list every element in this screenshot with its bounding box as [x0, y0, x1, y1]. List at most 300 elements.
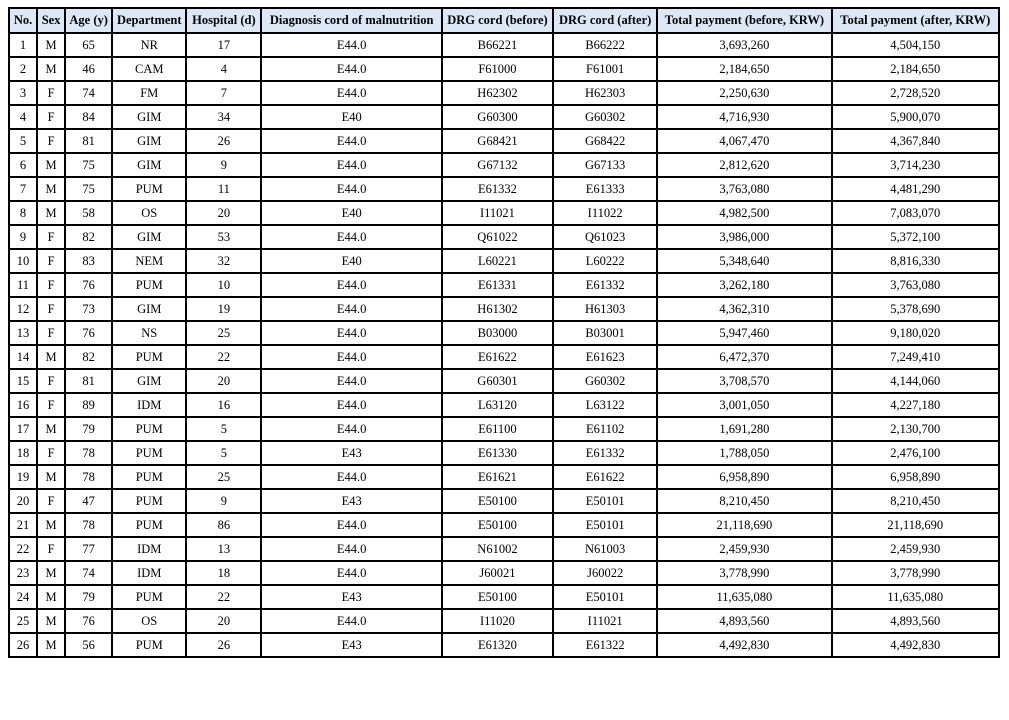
cell-department: PUM: [112, 489, 186, 513]
cell-department: NR: [112, 33, 186, 57]
cell-payment-after: 4,504,150: [832, 33, 999, 57]
column-header-hospital-days: Hospital (d): [186, 8, 261, 33]
cell-drg-before: E61621: [442, 465, 553, 489]
table-row: [9, 249, 999, 273]
cell-drg-before: E61622: [442, 345, 553, 369]
cell-payment-after: 2,130,700: [832, 417, 999, 441]
cell-diagnosis-code: E43: [261, 489, 441, 513]
cell-age: 46: [65, 57, 112, 81]
cell-drg-before: E61100: [442, 417, 553, 441]
cell-sex: F: [37, 489, 65, 513]
cell-sex: F: [37, 273, 65, 297]
table-header: [9, 8, 999, 33]
malnutrition-drg-table-container: [8, 7, 1000, 658]
cell-sex: M: [37, 345, 65, 369]
cell-hospital-days: 22: [186, 345, 261, 369]
cell-age: 65: [65, 33, 112, 57]
cell-payment-after: 2,728,520: [832, 81, 999, 105]
column-header-drg-before: DRG cord (before): [442, 8, 553, 33]
cell-payment-before: 5,348,640: [657, 249, 831, 273]
cell-drg-before: E50100: [442, 585, 553, 609]
cell-payment-after: 21,118,690: [832, 513, 999, 537]
cell-hospital-days: 18: [186, 561, 261, 585]
table-row: [9, 417, 999, 441]
cell-payment-after: 2,476,100: [832, 441, 999, 465]
cell-payment-before: 6,472,370: [657, 345, 831, 369]
table-row: [9, 609, 999, 633]
cell-no: 12: [9, 297, 37, 321]
cell-age: 75: [65, 153, 112, 177]
cell-no: 26: [9, 633, 37, 657]
cell-age: 74: [65, 561, 112, 585]
cell-payment-before: 3,693,260: [657, 33, 831, 57]
cell-sex: M: [37, 201, 65, 225]
cell-diagnosis-code: E44.0: [261, 225, 441, 249]
cell-department: IDM: [112, 537, 186, 561]
cell-hospital-days: 7: [186, 81, 261, 105]
cell-payment-after: 4,492,830: [832, 633, 999, 657]
cell-payment-after: 5,378,690: [832, 297, 999, 321]
cell-hospital-days: 10: [186, 273, 261, 297]
cell-drg-before: I11020: [442, 609, 553, 633]
column-header-drg-after: DRG cord (after): [553, 8, 657, 33]
cell-payment-before: 1,788,050: [657, 441, 831, 465]
table-row: [9, 513, 999, 537]
cell-diagnosis-code: E44.0: [261, 609, 441, 633]
cell-payment-after: 3,778,990: [832, 561, 999, 585]
cell-diagnosis-code: E40: [261, 201, 441, 225]
cell-drg-after: E61332: [553, 441, 657, 465]
cell-hospital-days: 13: [186, 537, 261, 561]
cell-diagnosis-code: E44.0: [261, 465, 441, 489]
cell-drg-after: L63122: [553, 393, 657, 417]
cell-no: 14: [9, 345, 37, 369]
cell-drg-before: I11021: [442, 201, 553, 225]
cell-sex: M: [37, 465, 65, 489]
cell-diagnosis-code: E44.0: [261, 129, 441, 153]
column-header-diagnosis-code: Diagnosis cord of malnutrition: [261, 8, 441, 33]
cell-hospital-days: 19: [186, 297, 261, 321]
cell-drg-before: L60221: [442, 249, 553, 273]
table-row: [9, 633, 999, 657]
cell-drg-before: E61331: [442, 273, 553, 297]
table-row: [9, 129, 999, 153]
cell-department: PUM: [112, 465, 186, 489]
cell-payment-after: 7,249,410: [832, 345, 999, 369]
cell-drg-after: G60302: [553, 369, 657, 393]
cell-drg-after: E50101: [553, 489, 657, 513]
cell-drg-before: G67132: [442, 153, 553, 177]
cell-sex: F: [37, 297, 65, 321]
cell-no: 3: [9, 81, 37, 105]
table-row: [9, 33, 999, 57]
cell-drg-after: F61001: [553, 57, 657, 81]
cell-age: 76: [65, 273, 112, 297]
cell-diagnosis-code: E44.0: [261, 369, 441, 393]
cell-no: 1: [9, 33, 37, 57]
cell-no: 22: [9, 537, 37, 561]
cell-drg-after: Q61023: [553, 225, 657, 249]
cell-age: 82: [65, 225, 112, 249]
cell-payment-before: 3,001,050: [657, 393, 831, 417]
table-row: [9, 465, 999, 489]
cell-hospital-days: 26: [186, 633, 261, 657]
column-header-payment-before: Total payment (before, KRW): [657, 8, 831, 33]
cell-age: 89: [65, 393, 112, 417]
cell-sex: M: [37, 57, 65, 81]
column-header-no: No.: [9, 8, 37, 33]
cell-payment-before: 8,210,450: [657, 489, 831, 513]
cell-age: 83: [65, 249, 112, 273]
cell-sex: F: [37, 369, 65, 393]
cell-no: 21: [9, 513, 37, 537]
table-row: [9, 201, 999, 225]
cell-drg-before: G60300: [442, 105, 553, 129]
cell-department: PUM: [112, 585, 186, 609]
cell-diagnosis-code: E43: [261, 633, 441, 657]
cell-drg-after: H62303: [553, 81, 657, 105]
table-row: [9, 297, 999, 321]
cell-sex: F: [37, 537, 65, 561]
cell-payment-after: 4,893,560: [832, 609, 999, 633]
cell-sex: F: [37, 393, 65, 417]
cell-diagnosis-code: E43: [261, 441, 441, 465]
cell-payment-before: 4,492,830: [657, 633, 831, 657]
cell-payment-before: 4,893,560: [657, 609, 831, 633]
cell-payment-after: 9,180,020: [832, 321, 999, 345]
table-row: [9, 369, 999, 393]
cell-drg-after: E61332: [553, 273, 657, 297]
cell-department: CAM: [112, 57, 186, 81]
cell-sex: M: [37, 585, 65, 609]
cell-payment-before: 5,947,460: [657, 321, 831, 345]
cell-drg-before: F61000: [442, 57, 553, 81]
cell-payment-before: 3,986,000: [657, 225, 831, 249]
cell-sex: M: [37, 609, 65, 633]
cell-drg-after: B66222: [553, 33, 657, 57]
cell-payment-after: 11,635,080: [832, 585, 999, 609]
table-row: [9, 57, 999, 81]
cell-age: 81: [65, 129, 112, 153]
cell-age: 78: [65, 441, 112, 465]
cell-drg-before: E50100: [442, 513, 553, 537]
cell-department: PUM: [112, 633, 186, 657]
column-header-department: Department: [112, 8, 186, 33]
cell-diagnosis-code: E44.0: [261, 273, 441, 297]
cell-hospital-days: 25: [186, 465, 261, 489]
table-row: [9, 273, 999, 297]
cell-department: IDM: [112, 393, 186, 417]
cell-sex: F: [37, 321, 65, 345]
cell-payment-after: 8,210,450: [832, 489, 999, 513]
table-row: [9, 177, 999, 201]
cell-drg-after: I11021: [553, 609, 657, 633]
cell-hospital-days: 86: [186, 513, 261, 537]
cell-hospital-days: 34: [186, 105, 261, 129]
cell-diagnosis-code: E44.0: [261, 513, 441, 537]
cell-age: 81: [65, 369, 112, 393]
cell-drg-before: Q61022: [442, 225, 553, 249]
cell-department: OS: [112, 609, 186, 633]
cell-drg-after: B03001: [553, 321, 657, 345]
cell-drg-after: E50101: [553, 585, 657, 609]
column-header-payment-after: Total payment (after, KRW): [832, 8, 999, 33]
cell-payment-before: 3,262,180: [657, 273, 831, 297]
cell-age: 84: [65, 105, 112, 129]
cell-payment-before: 2,250,630: [657, 81, 831, 105]
cell-drg-after: E61102: [553, 417, 657, 441]
cell-drg-after: E61622: [553, 465, 657, 489]
cell-payment-before: 2,812,620: [657, 153, 831, 177]
cell-no: 24: [9, 585, 37, 609]
cell-payment-after: 5,372,100: [832, 225, 999, 249]
table-row: [9, 345, 999, 369]
cell-sex: F: [37, 81, 65, 105]
cell-drg-before: E61330: [442, 441, 553, 465]
cell-hospital-days: 9: [186, 153, 261, 177]
cell-hospital-days: 9: [186, 489, 261, 513]
cell-drg-after: E61333: [553, 177, 657, 201]
cell-department: FM: [112, 81, 186, 105]
cell-payment-after: 3,763,080: [832, 273, 999, 297]
table-row: [9, 537, 999, 561]
cell-sex: M: [37, 513, 65, 537]
cell-diagnosis-code: E44.0: [261, 177, 441, 201]
cell-hospital-days: 53: [186, 225, 261, 249]
cell-no: 23: [9, 561, 37, 585]
column-header-sex: Sex: [37, 8, 65, 33]
cell-no: 4: [9, 105, 37, 129]
cell-no: 7: [9, 177, 37, 201]
cell-payment-after: 4,481,290: [832, 177, 999, 201]
table-body: [9, 33, 999, 657]
cell-no: 15: [9, 369, 37, 393]
cell-drg-before: H62302: [442, 81, 553, 105]
cell-drg-before: H61302: [442, 297, 553, 321]
cell-payment-before: 1,691,280: [657, 417, 831, 441]
table-row: [9, 489, 999, 513]
cell-payment-after: 5,900,070: [832, 105, 999, 129]
cell-payment-before: 4,362,310: [657, 297, 831, 321]
cell-sex: F: [37, 105, 65, 129]
cell-drg-after: E50101: [553, 513, 657, 537]
cell-diagnosis-code: E44.0: [261, 393, 441, 417]
column-header-age: Age (y): [65, 8, 112, 33]
cell-no: 5: [9, 129, 37, 153]
cell-hospital-days: 5: [186, 441, 261, 465]
cell-no: 25: [9, 609, 37, 633]
table-row: [9, 321, 999, 345]
cell-department: NEM: [112, 249, 186, 273]
cell-payment-after: 4,227,180: [832, 393, 999, 417]
cell-no: 8: [9, 201, 37, 225]
cell-diagnosis-code: E44.0: [261, 57, 441, 81]
cell-hospital-days: 22: [186, 585, 261, 609]
cell-no: 17: [9, 417, 37, 441]
malnutrition-drg-table: [8, 7, 1000, 658]
cell-department: GIM: [112, 225, 186, 249]
table-row: [9, 153, 999, 177]
cell-diagnosis-code: E44.0: [261, 153, 441, 177]
cell-department: PUM: [112, 441, 186, 465]
table-row: [9, 225, 999, 249]
cell-payment-after: 3,714,230: [832, 153, 999, 177]
cell-sex: M: [37, 417, 65, 441]
cell-payment-before: 21,118,690: [657, 513, 831, 537]
cell-payment-before: 4,982,500: [657, 201, 831, 225]
cell-age: 74: [65, 81, 112, 105]
table-row: [9, 561, 999, 585]
cell-age: 58: [65, 201, 112, 225]
cell-payment-after: 8,816,330: [832, 249, 999, 273]
cell-drg-before: G68421: [442, 129, 553, 153]
cell-payment-before: 3,708,570: [657, 369, 831, 393]
cell-hospital-days: 5: [186, 417, 261, 441]
cell-department: GIM: [112, 129, 186, 153]
cell-age: 47: [65, 489, 112, 513]
cell-age: 77: [65, 537, 112, 561]
cell-drg-after: G60302: [553, 105, 657, 129]
cell-age: 82: [65, 345, 112, 369]
cell-department: PUM: [112, 177, 186, 201]
cell-drg-after: G68422: [553, 129, 657, 153]
cell-department: GIM: [112, 369, 186, 393]
cell-drg-before: E61320: [442, 633, 553, 657]
cell-payment-after: 2,184,650: [832, 57, 999, 81]
cell-payment-after: 7,083,070: [832, 201, 999, 225]
cell-drg-after: E61623: [553, 345, 657, 369]
cell-diagnosis-code: E44.0: [261, 33, 441, 57]
cell-diagnosis-code: E44.0: [261, 297, 441, 321]
cell-age: 73: [65, 297, 112, 321]
cell-diagnosis-code: E43: [261, 585, 441, 609]
cell-age: 75: [65, 177, 112, 201]
cell-payment-before: 3,763,080: [657, 177, 831, 201]
table-row: [9, 393, 999, 417]
cell-hospital-days: 17: [186, 33, 261, 57]
cell-payment-before: 4,067,470: [657, 129, 831, 153]
cell-sex: F: [37, 249, 65, 273]
cell-diagnosis-code: E40: [261, 105, 441, 129]
cell-department: GIM: [112, 153, 186, 177]
cell-payment-before: 4,716,930: [657, 105, 831, 129]
cell-drg-before: B03000: [442, 321, 553, 345]
cell-age: 56: [65, 633, 112, 657]
cell-sex: M: [37, 153, 65, 177]
cell-hospital-days: 32: [186, 249, 261, 273]
cell-payment-before: 2,459,930: [657, 537, 831, 561]
cell-hospital-days: 20: [186, 609, 261, 633]
cell-diagnosis-code: E40: [261, 249, 441, 273]
cell-drg-before: N61002: [442, 537, 553, 561]
cell-drg-after: L60222: [553, 249, 657, 273]
cell-no: 6: [9, 153, 37, 177]
cell-department: GIM: [112, 105, 186, 129]
cell-no: 10: [9, 249, 37, 273]
cell-hospital-days: 20: [186, 201, 261, 225]
cell-hospital-days: 11: [186, 177, 261, 201]
cell-drg-before: G60301: [442, 369, 553, 393]
cell-sex: M: [37, 561, 65, 585]
cell-diagnosis-code: E44.0: [261, 561, 441, 585]
cell-sex: F: [37, 225, 65, 249]
cell-drg-before: J60021: [442, 561, 553, 585]
cell-age: 78: [65, 513, 112, 537]
cell-payment-after: 2,459,930: [832, 537, 999, 561]
cell-no: 9: [9, 225, 37, 249]
cell-diagnosis-code: E44.0: [261, 417, 441, 441]
cell-hospital-days: 25: [186, 321, 261, 345]
cell-drg-after: J60022: [553, 561, 657, 585]
cell-payment-before: 6,958,890: [657, 465, 831, 489]
cell-drg-after: I11022: [553, 201, 657, 225]
cell-department: OS: [112, 201, 186, 225]
cell-drg-after: G67133: [553, 153, 657, 177]
cell-sex: M: [37, 33, 65, 57]
cell-sex: M: [37, 633, 65, 657]
cell-no: 16: [9, 393, 37, 417]
cell-drg-before: L63120: [442, 393, 553, 417]
header-row: [9, 8, 999, 33]
cell-department: PUM: [112, 273, 186, 297]
cell-no: 13: [9, 321, 37, 345]
cell-diagnosis-code: E44.0: [261, 537, 441, 561]
cell-hospital-days: 26: [186, 129, 261, 153]
table-row: [9, 441, 999, 465]
cell-sex: F: [37, 441, 65, 465]
cell-drg-after: N61003: [553, 537, 657, 561]
cell-department: IDM: [112, 561, 186, 585]
cell-payment-before: 3,778,990: [657, 561, 831, 585]
cell-drg-before: B66221: [442, 33, 553, 57]
table-row: [9, 81, 999, 105]
cell-sex: F: [37, 129, 65, 153]
cell-payment-after: 4,367,840: [832, 129, 999, 153]
cell-payment-after: 4,144,060: [832, 369, 999, 393]
cell-age: 78: [65, 465, 112, 489]
cell-hospital-days: 4: [186, 57, 261, 81]
cell-department: PUM: [112, 513, 186, 537]
cell-drg-after: H61303: [553, 297, 657, 321]
cell-department: PUM: [112, 417, 186, 441]
table-row: [9, 105, 999, 129]
cell-no: 2: [9, 57, 37, 81]
cell-diagnosis-code: E44.0: [261, 81, 441, 105]
cell-drg-before: E50100: [442, 489, 553, 513]
cell-payment-after: 6,958,890: [832, 465, 999, 489]
table-row: [9, 585, 999, 609]
cell-hospital-days: 16: [186, 393, 261, 417]
cell-drg-after: E61322: [553, 633, 657, 657]
cell-payment-before: 11,635,080: [657, 585, 831, 609]
cell-department: NS: [112, 321, 186, 345]
cell-hospital-days: 20: [186, 369, 261, 393]
cell-department: GIM: [112, 297, 186, 321]
cell-age: 79: [65, 585, 112, 609]
cell-no: 19: [9, 465, 37, 489]
cell-payment-before: 2,184,650: [657, 57, 831, 81]
cell-drg-before: E61332: [442, 177, 553, 201]
cell-department: PUM: [112, 345, 186, 369]
cell-age: 79: [65, 417, 112, 441]
cell-sex: M: [37, 177, 65, 201]
cell-diagnosis-code: E44.0: [261, 345, 441, 369]
cell-no: 18: [9, 441, 37, 465]
cell-no: 20: [9, 489, 37, 513]
cell-diagnosis-code: E44.0: [261, 321, 441, 345]
cell-age: 76: [65, 609, 112, 633]
cell-age: 76: [65, 321, 112, 345]
